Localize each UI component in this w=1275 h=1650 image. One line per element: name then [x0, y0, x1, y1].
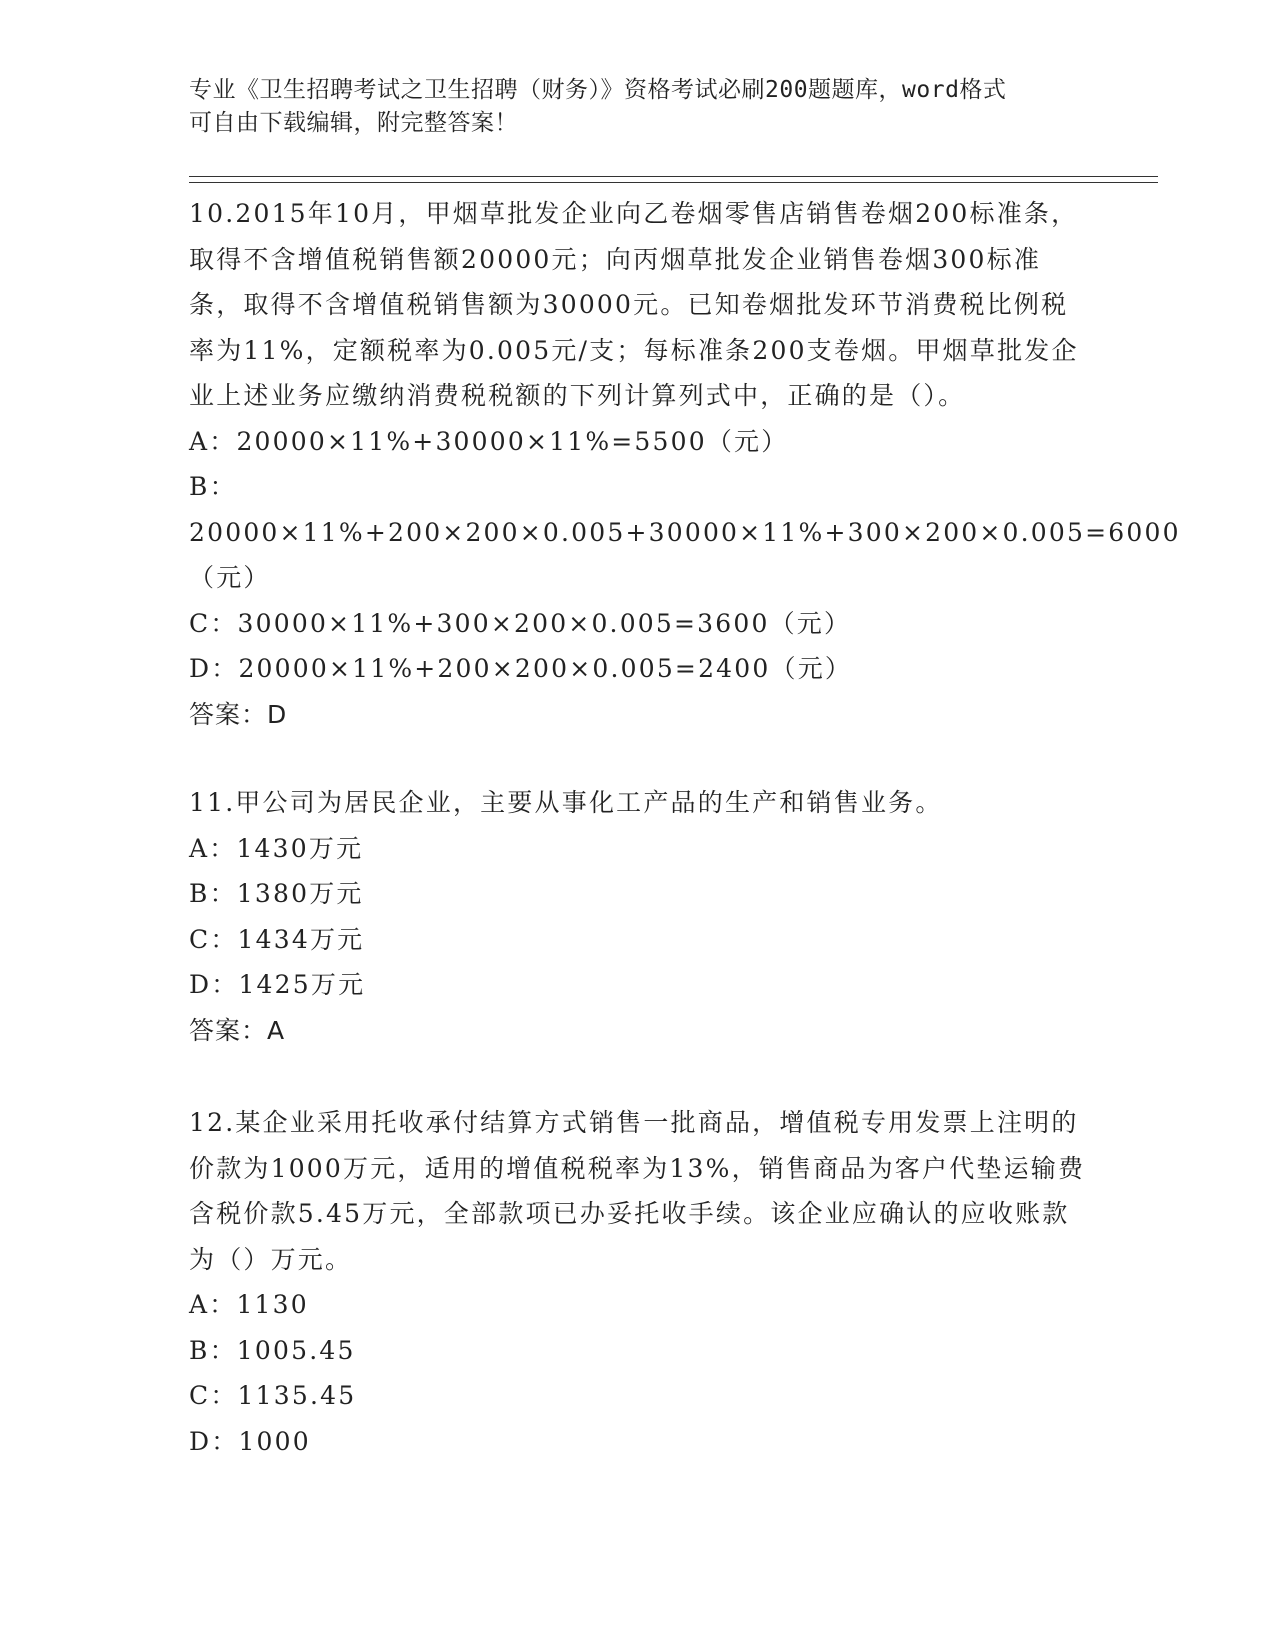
option-d: D：1425万元 [189, 970, 366, 999]
option-a: A：20000×11%+30000×11%=5500（元） [189, 426, 789, 456]
answer-label: 答案：D [189, 699, 288, 729]
header-divider-bottom [189, 182, 1158, 183]
question-11 [189, 780, 1089, 1053]
document-header [189, 74, 1089, 140]
header-title-line-2: 可自由下载编辑，附完整答案！ [189, 110, 518, 136]
option-c: C：1434万元 [189, 924, 365, 954]
option-c: C：1135.45 [189, 1381, 357, 1410]
option-a: A：1130 [189, 1290, 309, 1319]
option-d: D：1000 [189, 1426, 311, 1456]
question-10 [189, 191, 1181, 737]
question-stem: 12.某企业采用托收承付结算方式销售一批商品，增值税专用发票上注明的价款为1000万元，适用的增值税税率为13%，销售商品为客户代垫运输费含税价款5.45万元，全部款项已办妥托收手续。该企业应确认的应收账款为（）万元。 [189, 1108, 1086, 1274]
option-c: C：30000×11%+300×200×0.005=3600（元） [189, 608, 852, 638]
option-b: B：1005.45 [189, 1335, 356, 1365]
question-12 [189, 1100, 1089, 1464]
option-b: B：1380万元 [189, 879, 364, 908]
question-stem: 10.2015年10月，甲烟草批发企业向乙卷烟零售店销售卷烟200标准条，取得不含增值税销售额20000元；向丙烟草批发企业销售卷烟300标准条，取得不含增值税销售额为30000元。已知卷烟批发环节消费税比例税率为11%，定额税率为0.005元/支；每标准条200支卷烟。甲烟草批发企业上述业务应缴纳消费税税额的下列计算列式中，正确的是（）。 [189, 199, 1079, 410]
option-b: B：20000×11%+200×200×0.005+30000×11%+300×200×0.005=6000（元） [189, 472, 1181, 592]
option-a: A：1430万元 [189, 833, 364, 863]
header-divider-top [189, 176, 1158, 177]
option-d: D：20000×11%+200×200×0.005=2400（元） [189, 654, 853, 683]
header-title-line-1: 专业《卫生招聘考试之卫生招聘（财务）》资格考试必刷200题题库，word格式 [189, 77, 1007, 103]
question-stem: 11.甲公司为居民企业，主要从事化工产品的生产和销售业务。 [189, 788, 943, 817]
answer-label: 答案：A [189, 1015, 286, 1045]
